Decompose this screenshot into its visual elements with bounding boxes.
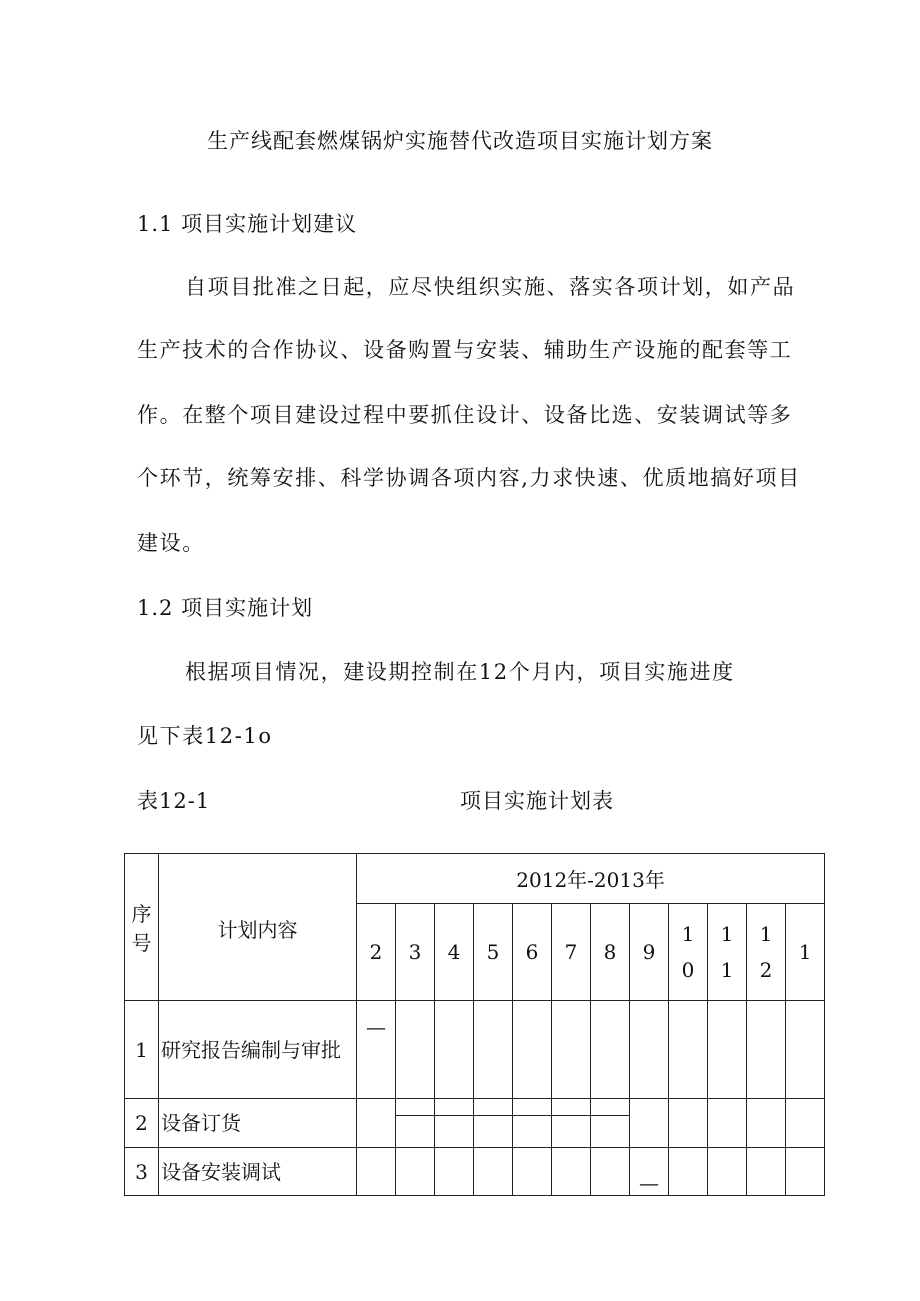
row-content: 设备订货 <box>159 1099 357 1148</box>
row-content: 研究报告编制与审批 <box>159 1001 357 1099</box>
paragraph-line: 见下表12-1o <box>137 724 273 748</box>
table-caption: 项目实施计划表 <box>460 789 614 813</box>
paragraph-line: 自项目批准之日起，应尽快组织实施、落实各项计划，如产品 <box>185 275 796 299</box>
row-seq: 3 <box>125 1148 159 1196</box>
month-header: 4 <box>435 904 474 1001</box>
paragraph-line: 作。在整个项目建设过程中要抓住设计、设备比选、安装调试等多 <box>137 403 793 427</box>
section-heading-1-2: 1.2 项目实施计划 <box>137 596 314 620</box>
schedule-dash: — <box>630 1148 669 1196</box>
month-header: 9 <box>630 904 669 1001</box>
table-number: 表12-1 <box>137 789 211 813</box>
month-header: 1 0 <box>669 904 708 1001</box>
implementation-plan-table <box>124 853 825 1196</box>
section-heading-1-1: 1.1 项目实施计划建议 <box>137 212 358 236</box>
schedule-bar <box>513 1115 551 1116</box>
month-header: 1 <box>786 904 825 1001</box>
paragraph-line: 个环节，统筹安排、科学协调各项内容,力求快速、优质地搞好项目 <box>137 466 801 490</box>
document-title: 生产线配套燃煤锅炉实施替代改造项目实施计划方案 <box>207 129 713 153</box>
month-header: 6 <box>513 904 552 1001</box>
month-header: 1 1 <box>708 904 747 1001</box>
month-header: 7 <box>552 904 591 1001</box>
month-header: 8 <box>591 904 630 1001</box>
schedule-dash: — <box>357 1001 396 1099</box>
table-row <box>125 1148 825 1196</box>
month-header: 5 <box>474 904 513 1001</box>
sequence-header: 序号 <box>125 854 159 1001</box>
period-header: 2012年-2013年 <box>357 854 825 904</box>
row-seq: 2 <box>125 1099 159 1148</box>
row-seq: 1 <box>125 1001 159 1099</box>
schedule-bar <box>396 1115 434 1116</box>
paragraph-line: 建设。 <box>137 531 205 555</box>
table-row <box>125 1099 825 1148</box>
schedule-bar <box>591 1115 629 1116</box>
schedule-bar <box>474 1115 512 1116</box>
row-content: 设备安装调试 <box>159 1148 357 1196</box>
month-header: 2 <box>357 904 396 1001</box>
table-row <box>125 1001 825 1099</box>
paragraph-line: 生产技术的合作协议、设备购置与安装、辅助生产设施的配套等工 <box>137 338 793 362</box>
schedule-bar <box>435 1115 473 1116</box>
month-header: 1 2 <box>747 904 786 1001</box>
content-header: 计划内容 <box>159 854 357 1001</box>
schedule-bar <box>552 1115 590 1116</box>
paragraph-line: 根据项目情况，建设期控制在12个月内，项目实施进度 <box>185 660 735 684</box>
month-header: 3 <box>396 904 435 1001</box>
